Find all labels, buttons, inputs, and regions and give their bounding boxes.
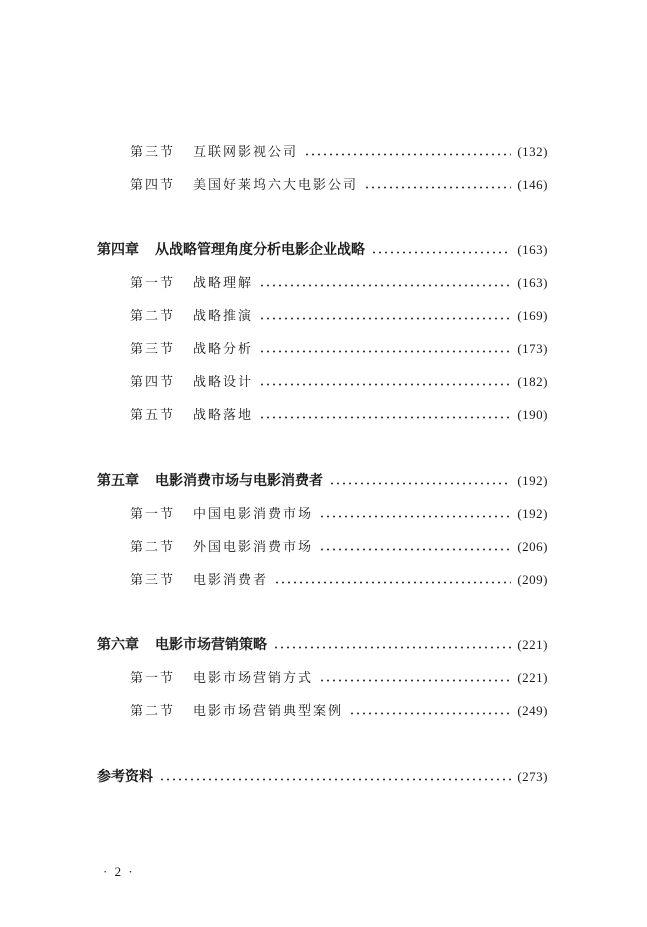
page-ref: (209) [517,572,548,587]
page-number-footer: · 2 · [103,864,135,879]
dot-leader [371,251,511,254]
section-number: 第一节 [130,507,176,522]
chapter-number: 第六章 [97,637,139,653]
toc-entry-section-4-2[interactable] [130,307,548,325]
section-title: 战略设计 [193,375,254,390]
section-title: 美国好莱坞六大电影公司 [193,178,359,193]
section-number: 第一节 [130,276,176,291]
chapter-number: 第四章 [97,242,139,258]
dot-leader [159,778,511,781]
dot-leader [304,153,511,156]
section-number: 第五节 [130,408,176,423]
page-ref: (132) [517,144,548,159]
toc-entry-section-4-4[interactable] [130,373,548,391]
toc-entry-chapter-6[interactable] [97,636,548,654]
section-title: 电影市场营销典型案例 [193,704,344,719]
section-title: 战略理解 [193,276,254,291]
section-number: 第四节 [130,178,176,193]
dot-leader [319,548,511,551]
page-ref: (273) [517,769,548,784]
section-title: 外国电影消费市场 [193,540,314,555]
page-ref: (192) [517,506,548,521]
toc-entry-section-3-4[interactable] [130,176,548,194]
section-title: 中国电影消费市场 [193,507,314,522]
section-title: 战略落地 [193,408,254,423]
page-ref: (163) [517,242,548,257]
dot-leader [259,284,511,287]
toc-entry-chapter-4[interactable] [97,241,548,259]
page-ref: (173) [517,341,548,356]
toc-entry-section-4-3[interactable] [130,340,548,358]
section-title: 电影市场营销方式 [193,671,314,686]
page-ref: (221) [517,670,548,685]
section-number: 第三节 [130,145,176,160]
toc-entry-chapter-5[interactable] [97,472,548,490]
dot-leader [274,581,511,584]
chapter-title: 电影消费市场与电影消费者 [155,473,323,489]
dot-leader [259,350,511,353]
toc-entry-section-3-3[interactable] [130,143,548,161]
page-ref: (192) [517,473,548,488]
page-ref: (190) [517,407,548,422]
toc-entry-section-5-1[interactable] [130,505,548,523]
dot-leader [273,646,511,649]
page-ref: (249) [517,703,548,718]
section-title: 战略推演 [193,309,254,324]
page-ref: (146) [517,177,548,192]
page-ref: (221) [517,637,548,652]
section-number: 第三节 [130,573,176,588]
dot-leader [349,712,511,715]
page-ref: (163) [517,275,548,290]
section-number: 第三节 [130,342,176,357]
chapter-title: 电影市场营销策略 [155,637,267,653]
section-title: 互联网影视公司 [193,145,299,160]
toc-entry-section-5-3[interactable] [130,571,548,589]
dot-leader [259,416,511,419]
section-title: 电影消费者 [193,573,269,588]
dot-leader [364,186,511,189]
toc-entry-section-5-2[interactable] [130,538,548,556]
toc-entry-section-6-1[interactable] [130,669,548,687]
section-number: 第二节 [130,540,176,555]
dot-leader [319,679,511,682]
section-title: 战略分析 [193,342,254,357]
page-ref: (206) [517,539,548,554]
section-number: 第二节 [130,704,176,719]
toc-entry-section-4-1[interactable] [130,274,548,292]
chapter-number: 第五章 [97,473,139,489]
section-number: 第四节 [130,375,176,390]
toc-entry-section-4-5[interactable] [130,406,548,424]
toc-entry-section-6-2[interactable] [130,702,548,720]
dot-leader [319,515,511,518]
toc-entry-references[interactable] [97,768,548,786]
chapter-title: 从战略管理角度分析电影企业战略 [155,242,365,258]
dot-leader [329,482,511,485]
dot-leader [259,383,511,386]
page-ref: (169) [517,308,548,323]
dot-leader [259,317,511,320]
section-number: 第一节 [130,671,176,686]
section-number: 第二节 [130,309,176,324]
references-title: 参考资料 [97,769,153,785]
page-ref: (182) [517,374,548,389]
